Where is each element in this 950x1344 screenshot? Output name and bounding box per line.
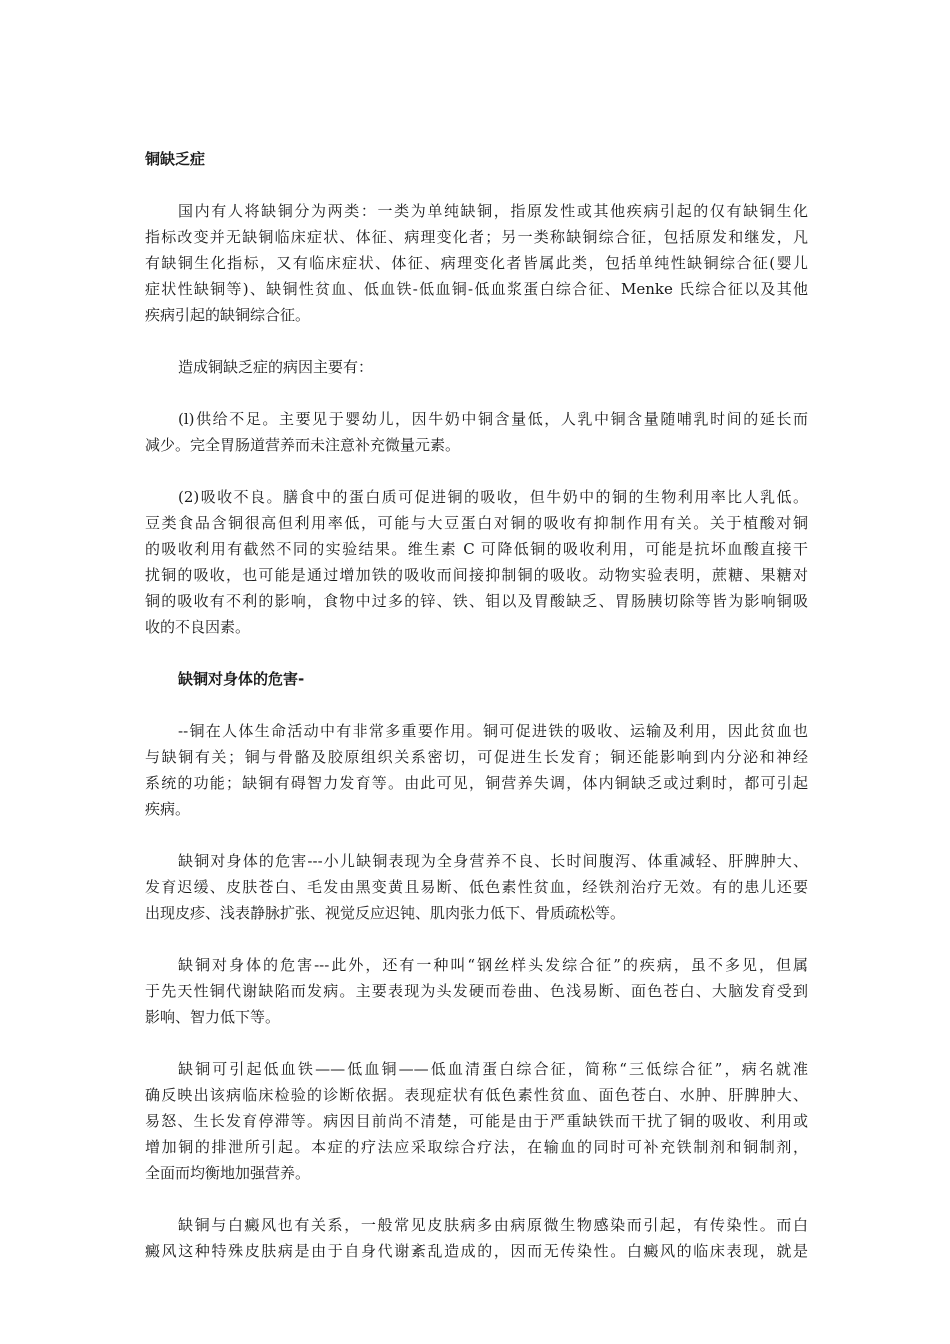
text-line: 缺铜对身体的危害---小儿缺铜表现为全身营养不良、长时间腹泻、体重减轻、肝脾肿大、: [178, 852, 808, 870]
text-line: (l)供给不足。主要见于婴幼儿，因牛奶中铜含量低，人乳中铜含量随哺乳时间的延长而: [178, 410, 808, 428]
document-title: 铜缺乏症: [145, 150, 206, 168]
section-title-harm: 缺铜对身体的危害-: [178, 670, 305, 688]
text-line: 发育迟缓、皮肤苍白、毛发由黑变黄且易断、低色素性贫血，经铁剂治疗无效。有的患儿还要: [145, 878, 808, 896]
paragraph-child-deficiency: [145, 848, 808, 926]
text-line: 缺铜与白癜风也有关系，一般常见皮肤病多由病原微生物感染而引起，有传染性。而白: [178, 1216, 808, 1234]
text-line: 全面而均衡地加强营养。: [145, 1164, 311, 1182]
paragraph-copper-roles: [145, 718, 808, 822]
paragraph-cause-poor-absorption: [145, 484, 808, 640]
text-line: 缺铜可引起低血铁——低血铜——低血清蛋白综合征，简称“三低综合征”，病名就准: [178, 1060, 808, 1078]
document-page: [145, 146, 808, 1290]
text-line: 疾病。: [145, 800, 191, 818]
paragraph-classification: [145, 198, 808, 328]
paragraph-three-low-syndrome: [145, 1056, 808, 1186]
text-line: 于先天性铜代谢缺陷而发病。主要表现为头发硬而卷曲、色浅易断、面色苍白、大脑发育受到: [145, 982, 808, 1000]
text-line: 有缺铜生化指标，又有临床症状、体征、病理变化者皆属此类，包括单纯性缺铜综合征(婴儿: [145, 254, 808, 272]
text-line: 确反映出该病临床检验的诊断依据。表现症状有低色素性贫血、面色苍白、水肿、肝脾肿大、: [145, 1086, 808, 1104]
text-line: 系统的功能；缺铜有碍智力发育等。由此可见，铜营养失调，体内铜缺乏或过剩时，都可引起: [145, 774, 808, 792]
text-line: 收的不良因素。: [145, 618, 251, 636]
paragraph-causes-intro: [145, 354, 808, 380]
text-line: 铜的吸收有不利的影响，食物中过多的锌、铁、钼以及胃酸缺乏、胃肠胰切除等皆为影响铜吸: [145, 592, 808, 610]
paragraph-vitiligo: [145, 1212, 808, 1264]
text-line: 扰铜的吸收，也可能是通过增加铁的吸收而间接抑制铜的吸收。动物实验表明，蔗糖、果糖对: [145, 566, 808, 584]
text-line: (2)吸收不良。膳食中的蛋白质可促进铜的吸收，但牛奶中的铜的生物利用率比人乳低。: [178, 488, 808, 506]
text-line: 指标改变并无缺铜临床症状、体征、病理变化者；另一类称缺铜综合征，包括原发和继发，凡: [145, 228, 808, 246]
text-line: 易怒、生长发育停滞等。病因目前尚不清楚，可能是由于严重缺铁而干扰了铜的吸收、利用或: [145, 1112, 808, 1130]
text-line: 国内有人将缺铜分为两类：一类为单纯缺铜，指原发性或其他疾病引起的仅有缺铜生化: [178, 202, 808, 220]
text-line: 缺铜对身体的危害---此外，还有一种叫“钢丝样头发综合征”的疾病，虽不多见，但属: [178, 956, 808, 974]
text-line: 增加铜的排泄所引起。本症的疗法应采取综合疗法，在输血的同时可补充铁制剂和铜制剂，: [145, 1138, 808, 1156]
paragraph-kinky-hair-syndrome: [145, 952, 808, 1030]
text-line: 与缺铜有关；铜与骨骼及胶原组织关系密切，可促进生长发育；铜还能影响到内分泌和神经: [145, 748, 808, 766]
paragraph-cause-insufficient-supply: [145, 406, 808, 458]
text-line: 的吸收利用有截然不同的实验结果。维生素 C 可降低铜的吸收利用，可能是抗坏血酸直接干: [145, 540, 808, 558]
text-line: 疾病引起的缺铜综合征。: [145, 306, 311, 324]
text-line: --铜在人体生命活动中有非常多重要作用。铜可促进铁的吸收、运输及利用，因此贫血也: [178, 722, 808, 740]
text-line: 影响、智力低下等。: [145, 1008, 281, 1026]
text-line: 造成铜缺乏症的病因主要有：: [178, 358, 374, 376]
text-line: 症状性缺铜等)、缺铜性贫血、低血铁-低血铜-低血浆蛋白综合征、Menke 氏综合征以及其他: [145, 280, 808, 298]
text-line: 出现皮疹、浅表静脉扩张、视觉反应迟钝、肌肉张力低下、骨质疏松等。: [145, 904, 626, 922]
text-line: 癜风这种特殊皮肤病是由于自身代谢紊乱造成的，因而无传染性。白癜风的临床表现，就是: [145, 1242, 808, 1260]
text-line: 减少。完全胃肠道营养而未注意补充微量元素。: [145, 436, 461, 454]
text-line: 豆类食品含铜很高但利用率低，可能与大豆蛋白对铜的吸收有抑制作用有关。关于植酸对铜: [145, 514, 808, 532]
